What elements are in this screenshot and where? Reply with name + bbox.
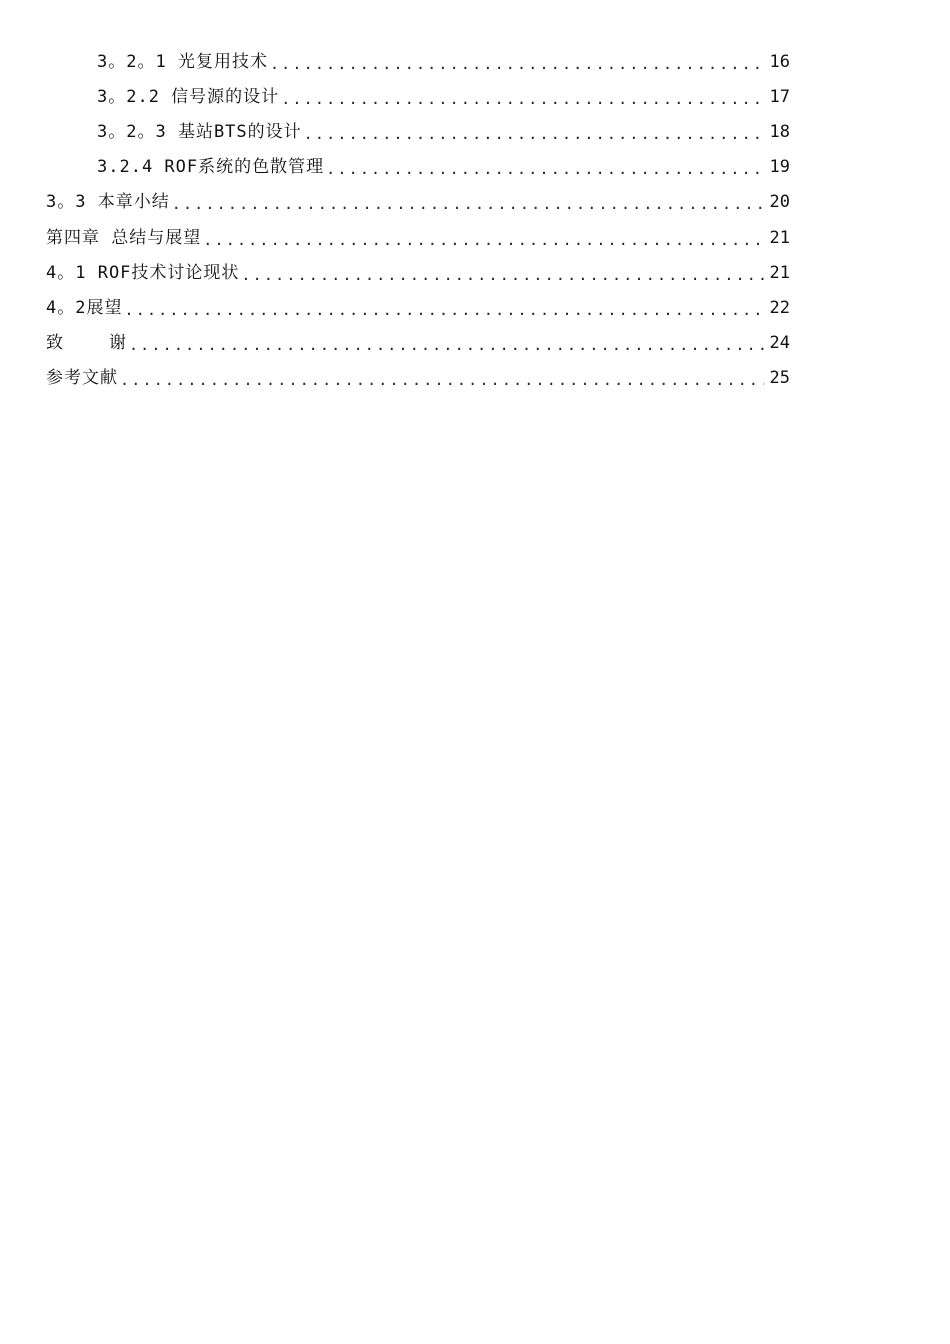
toc-entry-title: 4。2展望 [46, 297, 123, 318]
dot-leader [241, 265, 764, 285]
toc-entry-page-number: 24 [769, 333, 790, 354]
toc-entry-4-2[interactable] [0, 290, 950, 325]
toc-entry-page-number: 20 [769, 192, 790, 213]
toc-entry-page-number: 19 [769, 157, 790, 178]
toc-entry-page-number: 21 [769, 262, 790, 283]
dot-leader [120, 370, 764, 390]
toc-entry-title: 4。1 ROF技术讨论现状 [46, 262, 240, 283]
toc-entry-title: 3。2.2 信号源的设计 [97, 86, 280, 107]
toc-entry-title: 3。2。3 基站BTS的设计 [97, 121, 302, 142]
toc-entry-3-3[interactable] [0, 185, 950, 220]
table-of-contents [0, 44, 950, 396]
dot-leader [281, 89, 764, 109]
toc-entry-acknowledgements[interactable] [0, 326, 950, 361]
dot-leader [304, 124, 764, 144]
toc-entry-title: 第四章 总结与展望 [46, 227, 202, 248]
toc-entry-page-number: 18 [769, 121, 790, 142]
dot-leader [129, 335, 764, 355]
toc-entry-title: 3。2。1 光复用技术 [97, 51, 268, 72]
toc-entry-title: 致 谢 [46, 333, 127, 354]
toc-entry-3-2-1[interactable] [0, 44, 950, 79]
dot-leader [124, 300, 764, 320]
dot-leader [270, 54, 764, 74]
toc-entry-4-1[interactable] [0, 255, 950, 290]
toc-entry-title: 3.2.4 ROF系统的色散管理 [97, 157, 325, 178]
toc-entry-page-number: 25 [769, 368, 790, 389]
dot-leader [172, 194, 764, 214]
toc-entry-page-number: 21 [769, 227, 790, 248]
dot-leader [203, 230, 764, 250]
toc-entry-chapter-4[interactable] [0, 220, 950, 255]
toc-entry-page-number: 17 [769, 86, 790, 107]
toc-entry-title: 参考文献 [46, 368, 118, 389]
toc-entry-page-number: 16 [769, 51, 790, 72]
toc-entry-references[interactable] [0, 361, 950, 396]
dot-leader [326, 159, 764, 179]
toc-entry-3-2-4[interactable] [0, 150, 950, 185]
toc-entry-page-number: 22 [769, 297, 790, 318]
toc-entry-title: 3。3 本章小结 [46, 192, 170, 213]
toc-entry-3-2-2[interactable] [0, 79, 950, 114]
toc-entry-3-2-3[interactable] [0, 114, 950, 149]
